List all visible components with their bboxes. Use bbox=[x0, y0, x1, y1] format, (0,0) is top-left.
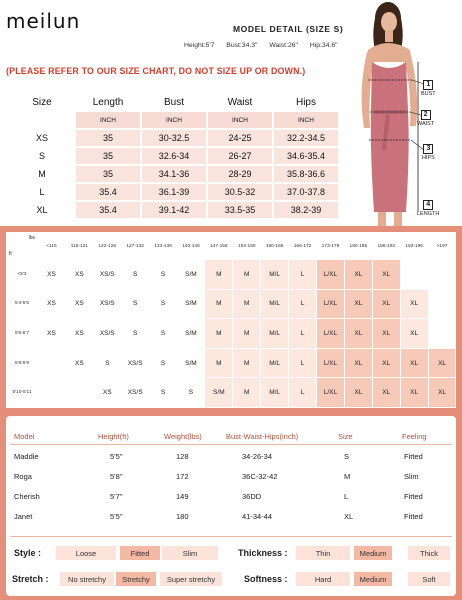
weight-column-header: 166-172 bbox=[293, 243, 312, 249]
fit-size-cell: XS bbox=[38, 319, 65, 348]
model-photo bbox=[340, 0, 462, 226]
weight-column-header: >197 bbox=[436, 243, 448, 249]
model-height: Height:5'7 bbox=[184, 42, 215, 49]
fit-size-cell: XS/S bbox=[94, 319, 121, 348]
fit-size-cell: XS bbox=[38, 260, 65, 289]
height-row-header: <5'3 bbox=[17, 271, 27, 277]
model-value: S bbox=[344, 452, 350, 461]
style-option: Loose bbox=[56, 546, 116, 560]
fit-size-cell: L/XL bbox=[317, 319, 344, 348]
size-value: 33.5-35 bbox=[208, 202, 272, 218]
model-value: 34-26-34 bbox=[242, 452, 273, 461]
fit-size-cell: M/L bbox=[261, 260, 288, 289]
fit-size-cell: XS/S bbox=[122, 349, 149, 378]
model-value: 5'8'' bbox=[110, 472, 123, 481]
size-chart-panel bbox=[0, 0, 462, 226]
fit-size-cell: M/L bbox=[261, 319, 288, 348]
unit-cell: INCH bbox=[208, 112, 272, 128]
model-value: 5'5'' bbox=[110, 512, 123, 521]
fit-size-cell: S/M bbox=[178, 319, 205, 348]
model-value: 180 bbox=[176, 512, 189, 521]
fit-size-cell: XL bbox=[345, 349, 372, 378]
size-value: 28-29 bbox=[208, 166, 272, 182]
fit-size-cell: XL bbox=[429, 349, 456, 378]
model-value: L bbox=[344, 492, 349, 501]
fit-size-cell: L bbox=[289, 349, 316, 378]
models-header-bwh: Bust-Waist-Hips(inch) bbox=[226, 432, 299, 441]
fit-size-cell: XL bbox=[401, 349, 428, 378]
divider bbox=[10, 444, 452, 445]
models-header-model: Model bbox=[14, 432, 35, 441]
softness-label: Softness : bbox=[244, 574, 288, 584]
hips-label: HIPS bbox=[422, 155, 435, 161]
thickness-option: Medium bbox=[354, 546, 392, 560]
waist-label: WAIST bbox=[417, 121, 435, 127]
size-value: 35 bbox=[76, 130, 140, 146]
fit-size-cell: L/XL bbox=[317, 349, 344, 378]
style-option: Fitted bbox=[120, 546, 160, 560]
size-value: 37.0-37.8 bbox=[274, 184, 338, 200]
size-value: 35.4 bbox=[76, 202, 140, 218]
fit-size-cell bbox=[38, 349, 65, 378]
size-label: S bbox=[10, 148, 74, 164]
header-size: Size bbox=[10, 94, 74, 110]
model-value: Fitted bbox=[404, 452, 423, 461]
weight-column-header: 153-159 bbox=[237, 243, 256, 249]
fit-size-cell: XL bbox=[429, 378, 456, 407]
fit-size-cell: XL bbox=[401, 319, 428, 348]
style-label: Style : bbox=[14, 548, 42, 558]
fit-size-cell bbox=[38, 378, 65, 407]
model-figure bbox=[340, 0, 462, 226]
weight-column-header: 160-165 bbox=[265, 243, 284, 249]
model-measurements bbox=[184, 42, 348, 49]
fit-size-cell: S bbox=[150, 290, 177, 319]
softness-option: Soft bbox=[408, 572, 450, 586]
fit-size-cell: XL bbox=[345, 290, 372, 319]
size-value: 35.8-36.6 bbox=[274, 166, 338, 182]
waist-number: 2 bbox=[421, 110, 431, 120]
fit-size-cell: S bbox=[94, 349, 121, 378]
size-value: 35 bbox=[76, 148, 140, 164]
height-row-header: 5'10-5'11 bbox=[12, 390, 32, 396]
unit-cell bbox=[10, 112, 74, 128]
height-weight-fit-grid bbox=[6, 232, 456, 408]
corner-lbs: lbs bbox=[28, 235, 35, 241]
size-row bbox=[10, 130, 338, 146]
model-value: M bbox=[344, 472, 351, 481]
model-bust: Bust:34.3" bbox=[226, 42, 258, 49]
model-value: 5'5'' bbox=[110, 452, 123, 461]
weight-column-header: 186-192 bbox=[377, 243, 396, 249]
size-value: 36.1-39 bbox=[142, 184, 206, 200]
fit-size-cell: L/XL bbox=[317, 290, 344, 319]
bust-number: 1 bbox=[423, 80, 433, 90]
model-value: 172 bbox=[176, 472, 189, 481]
model-value: Fitted bbox=[404, 512, 423, 521]
fit-size-cell: M bbox=[233, 290, 260, 319]
model-name: Cherish bbox=[14, 492, 40, 501]
height-row-header: 5'4-5'5 bbox=[14, 301, 30, 307]
models-and-attributes-panel bbox=[6, 416, 456, 596]
models-header-height: Height(ft) bbox=[98, 432, 129, 441]
fit-size-cell: M bbox=[233, 349, 260, 378]
fit-size-cell: M/L bbox=[261, 349, 288, 378]
weight-column-header: 127-132 bbox=[126, 243, 144, 249]
fit-size-cell: S/M bbox=[205, 378, 232, 407]
fit-size-cell: S bbox=[122, 319, 149, 348]
bust-tag bbox=[421, 80, 436, 97]
corner-ft: ft bbox=[9, 251, 12, 257]
fit-size-cell: XL bbox=[373, 290, 400, 319]
fit-size-cell: M bbox=[205, 349, 232, 378]
softness-option: Medium bbox=[354, 572, 392, 586]
model-hip: Hip:34.6" bbox=[309, 42, 338, 49]
fit-size-cell: S bbox=[150, 260, 177, 289]
size-value: 35.4 bbox=[76, 184, 140, 200]
models-header-size: Size bbox=[338, 432, 353, 441]
fit-size-cell: S bbox=[178, 378, 205, 407]
size-value: 30.5-32 bbox=[208, 184, 272, 200]
fit-size-cell: S/M bbox=[178, 260, 205, 289]
unit-cell: INCH bbox=[274, 112, 338, 128]
height-row-header: 5'6-5'7 bbox=[14, 330, 30, 336]
model-waist: Waist:26" bbox=[269, 42, 298, 49]
fit-size-cell: XL bbox=[345, 260, 372, 289]
weight-column-header: 116-121 bbox=[70, 243, 88, 249]
fit-size-cell: XS bbox=[94, 378, 121, 407]
fit-size-cell bbox=[66, 378, 93, 407]
fit-size-cell: XL bbox=[373, 378, 400, 407]
fit-size-cell: M bbox=[233, 319, 260, 348]
size-value: 39.1-42 bbox=[142, 202, 206, 218]
header-bust: Bust bbox=[142, 94, 206, 110]
length-number: 4 bbox=[423, 200, 433, 210]
model-detail-title: MODEL DETAIL (SIZE S) bbox=[233, 24, 344, 34]
length-tag bbox=[417, 200, 439, 217]
size-label: XL bbox=[10, 202, 74, 218]
fit-size-cell: L bbox=[289, 290, 316, 319]
fit-size-cell: L/XL bbox=[317, 378, 344, 407]
stretch-option: No stretchy bbox=[60, 572, 114, 586]
fit-size-cell: S bbox=[150, 319, 177, 348]
size-value: 34.6-35.4 bbox=[274, 148, 338, 164]
model-value: 36DD bbox=[242, 492, 262, 501]
size-value: 38.2-39 bbox=[274, 202, 338, 218]
fit-size-cell: S/M bbox=[178, 349, 205, 378]
weight-column-header: <115 bbox=[46, 243, 57, 249]
models-header-weight: Weight(lbs) bbox=[164, 432, 202, 441]
header-length: Length bbox=[76, 94, 140, 110]
size-label: XS bbox=[10, 130, 74, 146]
height-row-header: 5'8-5'9 bbox=[14, 360, 30, 366]
fit-size-cell: M bbox=[233, 260, 260, 289]
length-label: LENGTH bbox=[417, 211, 440, 217]
weight-column-header: 133-139 bbox=[154, 243, 172, 249]
fit-size-cell: XL bbox=[345, 378, 372, 407]
model-value: XL bbox=[344, 512, 354, 521]
fit-size-cell: XL bbox=[373, 319, 400, 348]
softness-option: Hard bbox=[296, 572, 350, 586]
fit-size-cell: XS/S bbox=[122, 378, 149, 407]
size-value: 24-25 bbox=[208, 130, 272, 146]
fit-size-cell bbox=[429, 319, 456, 348]
stretch-option: Super stretchy bbox=[160, 572, 222, 586]
fit-size-cell: L bbox=[289, 378, 316, 407]
size-row bbox=[10, 166, 338, 182]
model-name: Roga bbox=[14, 472, 32, 481]
stretch-option: Stretchy bbox=[116, 572, 156, 586]
fit-size-cell: XL bbox=[373, 349, 400, 378]
divider bbox=[10, 536, 452, 537]
fit-size-cell: XL bbox=[373, 260, 400, 289]
fit-size-cell: XL bbox=[401, 378, 428, 407]
size-row bbox=[10, 148, 338, 164]
fit-size-cell: XS/S bbox=[94, 260, 121, 289]
size-label: L bbox=[10, 184, 74, 200]
fit-size-cell: M bbox=[205, 319, 232, 348]
unit-cell: INCH bbox=[142, 112, 206, 128]
size-value: 26-27 bbox=[208, 148, 272, 164]
fit-size-cell: S bbox=[122, 260, 149, 289]
fit-size-cell: XS bbox=[38, 290, 65, 319]
weight-column-header: 122-126 bbox=[98, 243, 117, 249]
model-value: Slim bbox=[404, 472, 419, 481]
size-warning: (PLEASE REFER TO OUR SIZE CHART, DO NOT SIZE UP OR DOWN.) bbox=[6, 66, 306, 76]
hips-number: 3 bbox=[423, 144, 433, 154]
models-header-feeling: Feeling bbox=[402, 432, 427, 441]
fit-size-cell: L bbox=[289, 319, 316, 348]
size-chart-table bbox=[8, 92, 340, 220]
fit-size-cell bbox=[429, 260, 456, 289]
fit-size-cell: M/L bbox=[261, 290, 288, 319]
thickness-label: Thickness : bbox=[238, 548, 288, 558]
weight-column-header: 140-146 bbox=[182, 243, 200, 249]
unit-cell: INCH bbox=[76, 112, 140, 128]
fit-size-cell bbox=[401, 260, 428, 289]
waist-tag bbox=[417, 110, 434, 127]
fit-size-cell: L/XL bbox=[317, 260, 344, 289]
model-value: 41-34-44 bbox=[242, 512, 273, 521]
size-value: 35 bbox=[76, 166, 140, 182]
fit-size-cell: XS/S bbox=[94, 290, 121, 319]
fit-size-cell: XS bbox=[66, 349, 93, 378]
fit-size-cell: M bbox=[205, 290, 232, 319]
style-option: Slim bbox=[162, 546, 218, 560]
stretch-label: Stretch : bbox=[12, 574, 49, 584]
size-row bbox=[10, 202, 338, 218]
model-name: Janet bbox=[14, 512, 33, 521]
fit-size-cell bbox=[429, 290, 456, 319]
size-value: 32.2-34.5 bbox=[274, 130, 338, 146]
fit-size-cell: XS bbox=[66, 319, 93, 348]
model-name: Maddie bbox=[14, 452, 39, 461]
weight-column-header: 173-179 bbox=[321, 243, 340, 249]
model-value: 128 bbox=[176, 452, 189, 461]
size-value: 34.1-36 bbox=[142, 166, 206, 182]
model-value: 36C-32-42 bbox=[242, 472, 278, 481]
size-value: 30-32.5 bbox=[142, 130, 206, 146]
fit-size-cell: S/M bbox=[178, 290, 205, 319]
fit-size-cell: XL bbox=[345, 319, 372, 348]
brand-logo: meilun bbox=[6, 9, 81, 33]
fit-size-cell: S bbox=[122, 290, 149, 319]
fit-size-cell: L bbox=[289, 260, 316, 289]
size-label: M bbox=[10, 166, 74, 182]
fit-size-cell: XS bbox=[66, 260, 93, 289]
fit-size-cell: M/L bbox=[261, 378, 288, 407]
header-waist: Waist bbox=[208, 94, 272, 110]
fit-size-cell: XL bbox=[401, 290, 428, 319]
weight-column-header: 193-196 bbox=[405, 243, 423, 249]
bust-label: BUST bbox=[421, 91, 436, 97]
header-hips: Hips bbox=[274, 94, 338, 110]
model-value: 149 bbox=[176, 492, 189, 501]
fit-size-cell: M bbox=[233, 378, 260, 407]
thickness-option: Thick bbox=[408, 546, 450, 560]
hips-tag bbox=[422, 144, 435, 161]
weight-column-header: 147-152 bbox=[210, 243, 228, 249]
grid-corner bbox=[6, 232, 38, 260]
fit-size-cell: XS bbox=[66, 290, 93, 319]
thickness-option: Thin bbox=[296, 546, 350, 560]
model-value: 5'7'' bbox=[110, 492, 123, 501]
fit-size-cell: M bbox=[205, 260, 232, 289]
model-value: Fitted bbox=[404, 492, 423, 501]
weight-column-header: 180-185 bbox=[349, 243, 368, 249]
fit-size-cell: S bbox=[150, 378, 177, 407]
size-value: 32.6-34 bbox=[142, 148, 206, 164]
fit-size-cell: S bbox=[150, 349, 177, 378]
size-row bbox=[10, 184, 338, 200]
